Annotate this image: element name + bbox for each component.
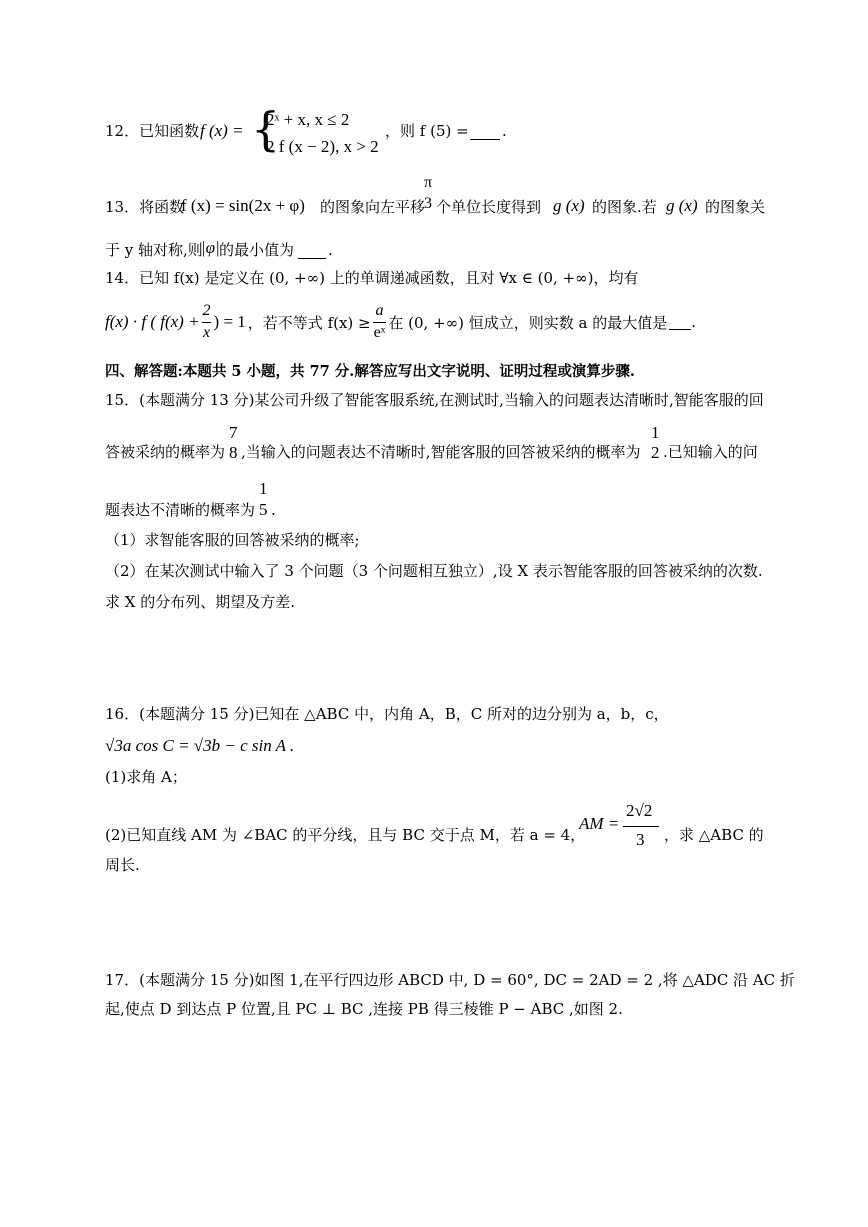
q13-function: f (x) = sin(2x + φ)	[181, 196, 305, 215]
q15-line3a: 题表达不清晰的概率为	[105, 501, 256, 519]
q12-end: .	[502, 122, 507, 140]
q16-part2: (2)已知直线 AM 为 ∠BAC 的平分线，且与 BC 交于点 M，若 a = 4，	[105, 826, 586, 844]
q15-frac1-den: 8	[229, 443, 238, 462]
q15-part2: （2）在某次测试中输入了 3 个问题（3 个问题相互独立）,设 X 表示智能客服的回答被采纳的次数.	[105, 562, 763, 580]
q13-g: g (x)	[666, 196, 698, 215]
q13-prefix: 13．将函数	[105, 198, 185, 216]
q13-shift-denominator: 3	[424, 195, 432, 212]
q13-text: 的图象向左平移	[320, 198, 426, 216]
q12-lhs: f (x) =	[200, 121, 244, 140]
q15-part1: （1）求智能客服的回答被采纳的概率;	[105, 531, 360, 549]
q17-line1: 17．(本题满分 15 分)如图 1,在平行四边形 ABCD 中, D = 60°, DC = 2AD = 2 ,将 △ADC 沿 AC 折	[105, 971, 795, 989]
q16-equation: √3a cos C = √3b − c sin A .	[105, 736, 295, 755]
q15-line2c: .已知输入的问	[663, 443, 758, 461]
q13-end: .	[328, 241, 333, 259]
q17-line2: 起,使点 D 到达点 P 位置,且 PC ⊥ BC ,连接 PB 得三棱锥 P − ABC ,如图 2.	[105, 1000, 623, 1018]
q16-part2b: ，求 △ABC 的	[664, 826, 764, 844]
q14-line1: 14．已知 f(x) 是定义在 (0, +∞) 上的单调递减函数，且对 ∀x ∈ (0, +∞)，均有	[105, 269, 639, 287]
q14-eq-fraction: $\frac{2}{x}$	[202, 302, 211, 341]
q12-answer-blank	[470, 124, 500, 140]
q14-ineq-fraction: $\frac{a}{\text{eˣ}}$	[373, 302, 386, 341]
q15-frac2-num: 1	[651, 423, 660, 442]
q15-frac3-num: 1	[259, 479, 268, 498]
q15-line2b: ,当输入的问题表达不清晰时,智能客服的回答被采纳的概率为	[241, 443, 641, 461]
q12-case1: 2ˣ + x, x ≤ 2	[266, 110, 350, 129]
q13-text: 的图象.若	[592, 198, 657, 216]
q14-eq-right: ) = 1	[213, 312, 246, 332]
q16-am-fraction-bar	[623, 826, 659, 827]
q13-g: g (x)	[553, 196, 585, 215]
q15-frac2-den: 2	[651, 443, 660, 462]
q15-line1: 15．(本题满分 13 分)某公司升级了智能客服系统,在测试时,当输入的问题表达清晰时,智能客服的回	[105, 391, 764, 409]
q15-frac1-num: 7	[229, 423, 238, 442]
q14-mid: ，若不等式 f(x) ≥	[247, 313, 371, 332]
section-4-heading: 四、解答题:本题共 5 小题，共 77 分.解答应写出文字说明、证明过程或演算步骤.	[105, 363, 635, 380]
q16-am-den: 3	[636, 830, 645, 849]
q12-prefix: 12．已知函数	[105, 122, 200, 140]
q13-answer-blank	[298, 243, 326, 259]
q13-line2: 于 y 轴对称,则	[105, 241, 203, 259]
q15-line3b: .	[271, 501, 276, 519]
q16-line1: 16．(本题满分 15 分)已知在 △ABC 中，内角 A，B，C 所对的边分别为 a，b，c，	[105, 705, 669, 723]
q14-eq-left: f(x) · f ( f(x) +	[105, 312, 200, 332]
q14-answer-blank	[669, 315, 691, 330]
q13-shift-numerator: π	[424, 174, 433, 191]
q16-am-lhs: AM =	[579, 814, 620, 833]
q12-brace: {	[251, 102, 281, 156]
q13-line2: 的最小值为	[219, 241, 295, 259]
q15-line2a: 答被采纳的概率为	[105, 443, 226, 461]
q15-frac3-den: 5	[259, 500, 268, 519]
q16-part1: (1)求角 A；	[105, 768, 187, 786]
q16-am-num: 2√2	[626, 801, 653, 820]
q13-abs-phi: |φ|	[201, 238, 220, 257]
q13-text: 的图象关	[705, 198, 766, 216]
q12-suffix: ，则 f (5) =	[385, 122, 469, 140]
q13-text: 个单位长度得到	[436, 198, 542, 216]
q16-part2c: 周长.	[105, 856, 140, 874]
q14-equation	[105, 303, 696, 342]
q14-end: 在 (0, +∞) 恒成立，则实数 a 的最大值是	[388, 313, 668, 332]
q15-part2b: 求 X 的分布列、期望及方差.	[105, 593, 295, 611]
q12-case2: 2 f (x − 2), x > 2	[266, 137, 379, 156]
q14-end-dot: .	[691, 313, 697, 332]
